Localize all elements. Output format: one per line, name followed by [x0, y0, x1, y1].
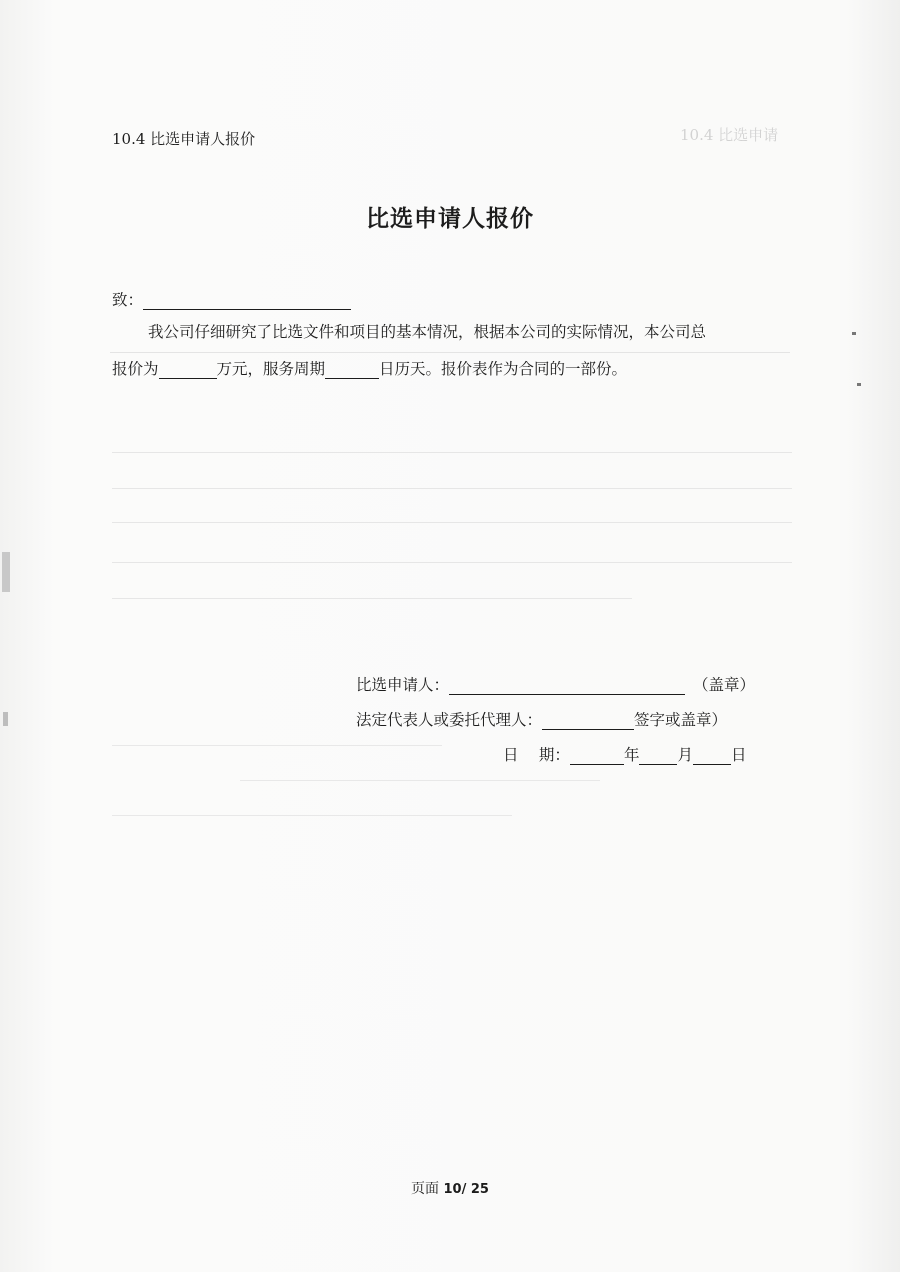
page-label: 页面	[411, 1181, 440, 1197]
body-line-2	[112, 357, 627, 379]
recipient-line	[112, 288, 351, 310]
month-label: 月	[677, 746, 693, 764]
bleed-through-line	[112, 522, 792, 523]
representative-line	[356, 708, 727, 730]
applicant-label: 比选申请人：	[356, 676, 450, 694]
applicant-blank[interactable]	[449, 677, 685, 695]
scan-dot	[857, 383, 861, 386]
scan-edge-mark	[3, 712, 8, 726]
year-blank[interactable]	[570, 747, 624, 765]
year-label: 年	[623, 746, 640, 764]
day-blank[interactable]	[693, 747, 731, 765]
bleed-through-line	[240, 780, 600, 781]
service-period-label: 万元，服务周期	[216, 360, 326, 378]
representative-sign-note: 签字或盖章）	[634, 711, 728, 729]
date-label: 日 期：	[503, 746, 570, 764]
page-number: 10/ 25	[443, 1182, 489, 1197]
bleed-through-line	[112, 598, 632, 599]
quote-suffix: 日历天。报价表作为合同的一部份。	[379, 360, 628, 378]
bleed-through-line	[112, 562, 792, 563]
recipient-blank[interactable]	[143, 292, 351, 310]
applicant-line	[356, 673, 755, 695]
bleed-through-line	[112, 452, 792, 453]
applicant-seal-note: （盖章）	[693, 676, 756, 694]
month-blank[interactable]	[639, 747, 677, 765]
bleed-through-line	[110, 352, 790, 353]
bleed-through-text: 10.4 比选申请	[680, 126, 779, 144]
day-label: 日	[730, 746, 747, 764]
service-period-blank[interactable]	[325, 361, 379, 379]
document-title: 比选申请人报价	[366, 206, 534, 232]
representative-blank[interactable]	[542, 712, 634, 730]
body-line-1: 我公司仔细研究了比选文件和项目的基本情况，根据本公司的实际情况，本公司总	[148, 323, 707, 341]
bleed-through-line	[112, 745, 442, 746]
scan-dot	[852, 332, 856, 335]
bleed-through-line	[112, 815, 512, 816]
bleed-through-line	[112, 488, 792, 489]
representative-label: 法定代表人或委托代理人：	[356, 711, 543, 729]
recipient-label: 致：	[112, 291, 144, 309]
section-heading: 10.4 比选申请人报价	[112, 130, 256, 148]
page-footer	[0, 1178, 900, 1198]
quote-prefix: 报价为	[112, 360, 159, 378]
date-line	[503, 743, 746, 765]
total-price-blank[interactable]	[159, 361, 217, 379]
scan-edge-mark	[2, 552, 10, 592]
